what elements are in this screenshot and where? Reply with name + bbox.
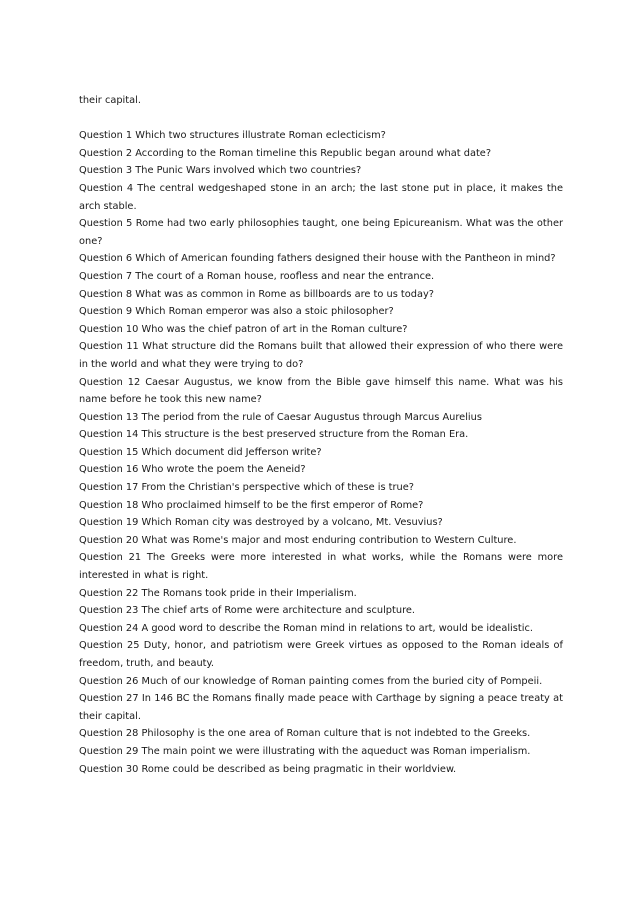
question-2: Question 2 According to the Roman timeline this Republic began around what date? — [79, 147, 492, 159]
question-27: Question 27 In 146 BC the Romans finally made peace with Carthage by signing a peace treaty at their capital. — [79, 693, 563, 722]
question-20: Question 20 What was Rome's major and most enduring contribution to Western Culture. — [79, 534, 517, 546]
question-28: Question 28 Philosophy is the one area of Roman culture that is not indebted to the Greeks. — [79, 728, 531, 740]
question-25: Question 25 Duty, honor, and patriotism were Greek virtues as opposed to the Roman ideals of freedom, truth, and beauty. — [79, 640, 563, 669]
question-19: Question 19 Which Roman city was destroyed by a volcano, Mt. Vesuvius? — [79, 517, 443, 529]
question-12: Question 12 Caesar Augustus, we know from the Bible gave himself this name. What was his name before he took this new name? — [79, 376, 563, 406]
question-5: Question 5 Rome had two early philosophies taught, one being Epicureanism. What was the other one? — [79, 218, 563, 247]
question-3: Question 3 The Punic Wars involved which two countries? — [79, 165, 362, 177]
question-13: Question 13 The period from the rule of Caesar Augustus through Marcus Aurelius — [79, 411, 482, 423]
question-17: Question 17 From the Christian's perspective which of these is true? — [79, 482, 414, 494]
question-11: Question 11 What structure did the Romans built that allowed their expression of who there were in the world and what they were trying to do? — [79, 341, 563, 370]
question-8: Question 8 What was as common in Rome as billboards are to us today? — [79, 288, 434, 300]
document-page — [79, 92, 563, 778]
lead-text: their capital. — [79, 95, 141, 106]
question-30: Question 30 Rome could be described as being pragmatic in their worldview. — [79, 763, 457, 775]
question-list — [79, 127, 563, 778]
question-15: Question 15 Which document did Jefferson write? — [79, 446, 322, 458]
question-18: Question 18 Who proclaimed himself to be the first emperor of Rome? — [79, 499, 424, 511]
question-29: Question 29 The main point we were illustrating with the aqueduct was Roman imperialism. — [79, 745, 531, 757]
question-26: Question 26 Much of our knowledge of Roman painting comes from the buried city of Pompeii. — [79, 675, 543, 687]
question-6: Question 6 Which of American founding fathers designed their house with the Pantheon in mind? — [79, 253, 556, 265]
question-14: Question 14 This structure is the best preserved structure from the Roman Era. — [79, 429, 469, 441]
question-23: Question 23 The chief arts of Rome were architecture and sculpture. — [79, 605, 416, 617]
question-22: Question 22 The Romans took pride in their Imperialism. — [79, 587, 357, 599]
question-7: Question 7 The court of a Roman house, roofless and near the entrance. — [79, 270, 435, 282]
question-24: Question 24 A good word to describe the Roman mind in relations to art, would be idealistic. — [79, 622, 533, 634]
question-4: Question 4 The central wedgeshaped stone in an arch; the last stone put in place, it makes the arch stable. — [79, 182, 563, 212]
question-9: Question 9 Which Roman emperor was also a stoic philosopher? — [79, 306, 394, 318]
question-10: Question 10 Who was the chief patron of art in the Roman culture? — [79, 323, 408, 335]
question-1: Question 1 Which two structures illustrate Roman eclecticism? — [79, 130, 386, 142]
question-16: Question 16 Who wrote the poem the Aeneid? — [79, 464, 306, 476]
question-21: Question 21 The Greeks were more interested in what works, while the Romans were more interested in what is right. — [79, 552, 563, 582]
